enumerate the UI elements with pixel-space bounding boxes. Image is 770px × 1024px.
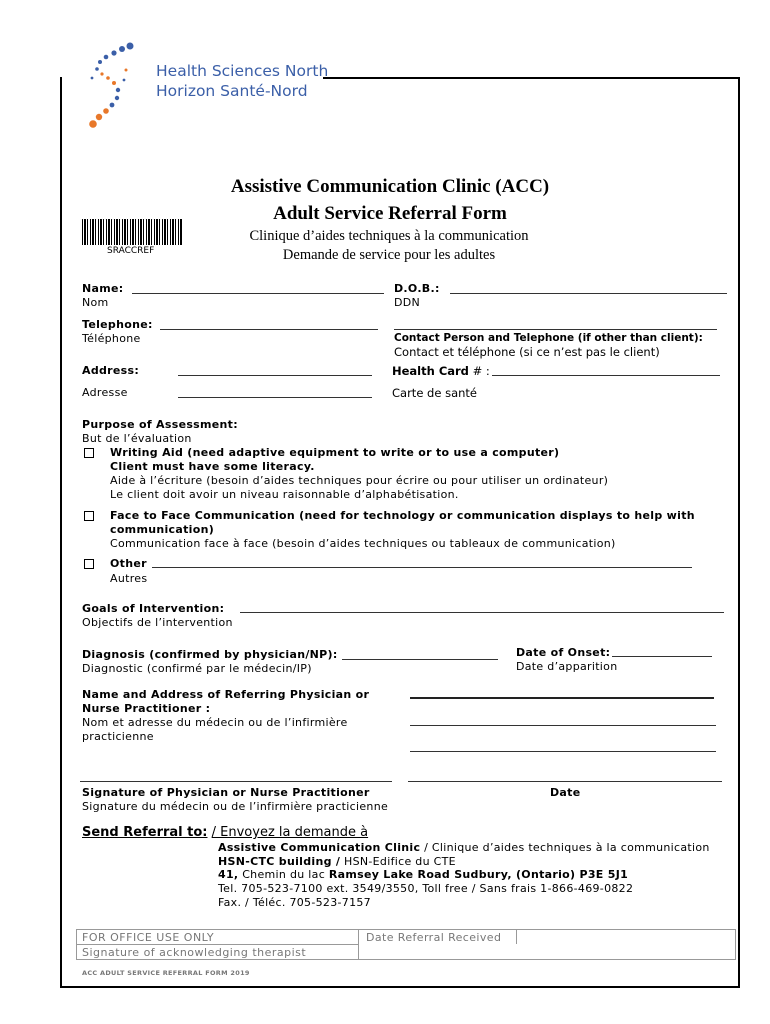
onset-label-fr: Date d’apparition	[516, 660, 618, 673]
name-field[interactable]	[132, 293, 384, 294]
physician-field-3[interactable]	[410, 751, 716, 752]
contact-label: Contact Person and Telephone (if other than client):	[394, 332, 703, 344]
telephone-field[interactable]	[160, 329, 378, 330]
building-name: HSN-CTC building /	[218, 855, 341, 868]
diagnosis-label-fr: Diagnostic (confirmé par le médecin/IP)	[82, 662, 312, 675]
writing-aid-note: Client must have some literacy.	[110, 460, 315, 473]
onset-field[interactable]	[612, 656, 712, 657]
building-name-fr: HSN-Edifice du CTE	[344, 855, 456, 868]
send-street	[218, 868, 628, 881]
other-field[interactable]	[152, 567, 692, 568]
address-field-1[interactable]	[178, 375, 372, 376]
face-to-face-label-2: communication)	[110, 523, 215, 536]
goals-field[interactable]	[240, 612, 724, 613]
health-card-label-fr: Carte de santé	[392, 386, 477, 400]
onset-label: Date of Onset:	[516, 646, 611, 659]
form-footer: ACC ADULT SERVICE REFERRAL FORM 2019	[82, 969, 250, 977]
dob-label-fr: DDN	[394, 296, 421, 309]
signature-label: Signature of Physician or Nurse Practitioner	[82, 786, 370, 799]
date-received-label: Date Referral Received	[366, 931, 502, 944]
page-subtitle: Adult Service Referral Form	[273, 203, 507, 224]
physician-label-fr-2: practicienne	[82, 730, 154, 743]
logo-name-en: Health Sciences North	[156, 62, 329, 80]
face-to-face-fr: Communication face à face (besoin d’aides techniques ou tableaux de communication)	[110, 537, 616, 550]
dob-label: D.O.B.:	[394, 282, 440, 295]
other-label-fr: Autres	[110, 572, 148, 585]
purpose-label-fr: But de l’évaluation	[82, 432, 192, 445]
face-to-face-label: Face to Face Communication (need for technology or communication displays to help with	[110, 509, 695, 522]
goals-label-fr: Objectifs de l’intervention	[82, 616, 233, 629]
diagnosis-label: Diagnosis (confirmed by physician/NP):	[82, 648, 338, 661]
send-clinic	[218, 841, 710, 854]
physician-label: Name and Address of Referring Physician or	[82, 688, 370, 701]
street-fr: Chemin du lac	[242, 868, 326, 881]
hsn-logo-icon	[86, 40, 146, 132]
clinic-name: Assistive Communication Clinic	[218, 841, 421, 854]
health-card-label	[392, 364, 490, 378]
send-referral	[82, 825, 368, 840]
health-card-label-text: Health Card	[392, 364, 469, 378]
signature-date-field[interactable]	[408, 781, 722, 782]
physician-label-2: Nurse Practitioner :	[82, 702, 211, 715]
goals-label: Goals of Intervention:	[82, 602, 225, 615]
address-label: Address:	[82, 364, 140, 377]
send-referral-label-fr: / Envoyez la demande à	[211, 825, 369, 840]
barcode	[82, 219, 183, 245]
writing-aid-label: Writing Aid (need adaptive equipment to write or to use a computer)	[110, 446, 560, 459]
physician-field-1[interactable]	[410, 697, 714, 699]
signature-label-fr: Signature du médecin ou de l’infirmière practicienne	[82, 800, 389, 813]
name-label-fr: Nom	[82, 296, 109, 309]
page-title-fr: Clinique d’aides techniques à la communication	[249, 228, 529, 244]
writing-aid-fr: Aide à l’écriture (besoin d’aides techniques pour écrire ou pour utiliser un ordinateur)	[110, 474, 609, 487]
face-to-face-checkbox[interactable]	[84, 511, 94, 521]
page-subtitle-fr: Demande de service pour les adultes	[282, 247, 496, 263]
frame-top-border	[323, 77, 740, 79]
send-building	[218, 855, 456, 868]
logo-name-fr: Horizon Santé-Nord	[156, 82, 308, 100]
other-label: Other	[110, 557, 147, 570]
send-referral-label: Send Referral to:	[82, 825, 208, 840]
address-field-2[interactable]	[178, 397, 372, 398]
health-card-field[interactable]	[492, 375, 720, 376]
signature-date-label: Date	[550, 786, 581, 799]
signature-field[interactable]	[80, 781, 392, 782]
other-checkbox[interactable]	[84, 559, 94, 569]
page-title: Assistive Communication Clinic (ACC)	[230, 176, 550, 197]
name-label: Name:	[82, 282, 124, 295]
office-use-column-divider	[358, 929, 359, 959]
health-card-label-suffix: # :	[472, 364, 490, 378]
office-use-divider	[76, 944, 358, 945]
address-label-fr: Adresse	[82, 386, 128, 399]
office-use-label: FOR OFFICE USE ONLY	[82, 931, 215, 944]
diagnosis-field[interactable]	[342, 659, 498, 660]
writing-aid-note-fr: Le client doit avoir un niveau raisonnable d’alphabétisation.	[110, 488, 459, 501]
dob-field[interactable]	[450, 293, 727, 294]
barcode-text: SRACCREF	[107, 246, 155, 256]
street-name: Ramsey Lake Road Sudbury, (Ontario) P3E 5J1	[328, 868, 629, 881]
send-tel: Tel. 705-523-7100 ext. 3549/3550, Toll free / Sans frais 1-866-469-0822	[218, 882, 634, 895]
telephone-label: Telephone:	[82, 318, 153, 331]
purpose-label: Purpose of Assessment:	[82, 418, 238, 431]
office-use-date-divider	[516, 929, 517, 944]
writing-aid-checkbox[interactable]	[84, 448, 94, 458]
telephone-label-fr: Téléphone	[82, 332, 141, 345]
physician-field-2[interactable]	[410, 725, 716, 726]
street-number: 41,	[218, 868, 239, 881]
send-fax: Fax. / Téléc. 705-523-7157	[218, 896, 371, 909]
physician-label-fr: Nom et adresse du médecin ou de l’infirmière	[82, 716, 348, 729]
acknowledging-therapist-label: Signature of acknowledging therapist	[82, 946, 307, 959]
contact-field[interactable]	[394, 329, 717, 330]
clinic-name-fr: / Clinique d’aides techniques à la communication	[424, 841, 710, 854]
contact-label-fr: Contact et téléphone (si ce n’est pas le client)	[394, 345, 660, 359]
frame-bottom-border	[60, 986, 740, 988]
